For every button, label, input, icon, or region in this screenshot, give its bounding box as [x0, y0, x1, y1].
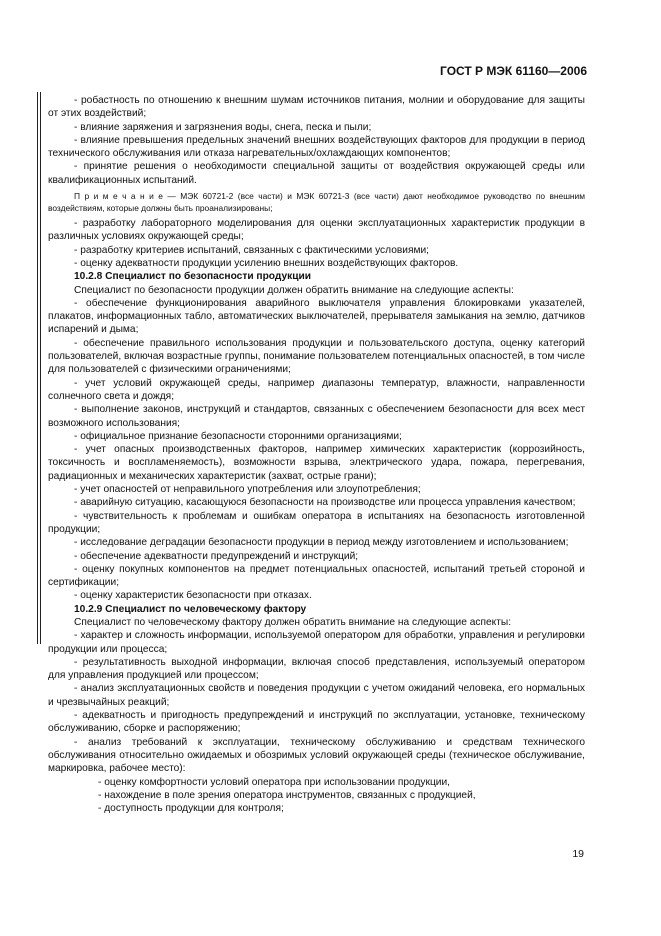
paragraph: - официальное признание безопасности сторонними организациями; — [74, 430, 402, 442]
sub-item: - оценку комфортности условий оператора при использовании продукции, — [98, 776, 451, 788]
paragraph: - исследование деградации безопасности продукции в период между изготовлением и использованием; — [74, 537, 569, 549]
sub-item: - доступность продукции для контроля; — [98, 803, 284, 815]
paragraph: - оценку характеристик безопасности при отказах. — [74, 590, 312, 602]
paragraph: - обеспечение правильного использования продукции и пользовательского доступа, оценку категорий пользователей, включая возрастные группы, понимание пользователем потенциальных опасностей, в том числе для пользователей с физическими ограничениями; — [48, 337, 585, 376]
note: П р и м е ч а н и е — МЭК 60721-2 (все части) и МЭК 60721-3 (все части) дают необходимое руководство по внешним воздействиям, которые должны быть проанализированы; — [48, 191, 585, 214]
standard-designation: ГОСТ Р МЭК 61160—2006 — [440, 64, 587, 78]
paragraph: - принятие решения о необходимости специальной защиты от воздействия окружающей среды или квалификационных испытаний. — [48, 161, 585, 186]
paragraph: - результативность выходной информации, включая способ представления, используемый оператором для управления продукцией или процессом; — [48, 656, 585, 682]
paragraph: - обеспечение адекватности предупреждений и инструкций; — [74, 550, 359, 562]
paragraph: - аварийную ситуацию, касающуюся безопасности на производстве или процесса управления качеством; — [74, 497, 576, 509]
paragraph: - адекватность и пригодность предупреждений и инструкций по эксплуатации, установке, техническому обслуживанию, сборке и распоряжению; — [48, 710, 585, 735]
paragraph: - чувствительность к проблемам и ошибкам оператора в испытаниях на безопасность изготовленной продукции; — [48, 510, 585, 535]
paragraph: - оценку адекватности продукции усилению внешних воздействующих факторов. — [74, 257, 459, 269]
paragraph: - учет условий окружающей среды, например диапазоны температур, влажности, направленности солнечного света и дождя; — [48, 377, 585, 402]
sub-item: - нахождение в поле зрения оператора инструментов, связанных с продукцией, — [98, 789, 476, 801]
paragraph: - влияние заряжения и загрязнения воды, снега, песка и пыли; — [74, 121, 372, 133]
section-heading-10-2-8: 10.2.8 Специалист по безопасности продукции — [74, 271, 312, 283]
change-bar — [37, 92, 41, 644]
document-body — [48, 94, 585, 815]
paragraph: Специалист по человеческому фактору должен обратить внимание на следующие аспекты: — [74, 616, 512, 628]
paragraph: - характер и сложность информации, используемой оператором для обработки, управления и регулировки продукции или процесса; — [48, 630, 585, 655]
page-number: 19 — [572, 848, 584, 860]
paragraph: - разработку лабораторного моделирования для оценки эксплуатационных характеристик продукции в различных условиях окружающей среды; — [48, 218, 585, 243]
paragraph: - обеспечение функционирования аварийного выключателя управления блокировками указателей, плакатов, информационных табло, автоматических выключателей, прерывателя замыкания на землю, датчиков испарений и дыма; — [48, 297, 585, 336]
paragraph: - оценку покупных компонентов на предмет потенциальных опасностей, испытаний третьей стороной и сертификации; — [48, 563, 585, 589]
paragraph: - робастность по отношению к внешним шумам источников питания, молнии и оборудование для защиты от этих воздействий; — [48, 95, 585, 120]
section-heading-10-2-9: 10.2.9 Специалист по человеческому фактору — [74, 603, 307, 615]
paragraph: - выполнение законов, инструкций и стандартов, связанных с обеспечением безопасности для всех мест возможного использования; — [48, 404, 585, 429]
paragraph: - влияние превышения предельных значений внешних воздействующих факторов для продукции в период технического обслуживания или отказа нагревательных/охлаждающих компонентов; — [48, 134, 585, 160]
paragraph: - анализ эксплуатационных свойств и поведения продукции с учетом ожиданий человека, его нормальных и чрезвычайных реакций; — [48, 683, 585, 708]
paragraph: - учет опасностей от неправильного употребления или злоупотребления; — [74, 484, 421, 496]
paragraph: Специалист по безопасности продукции должен обратить внимание на следующие аспекты: — [74, 284, 514, 296]
paragraph: - учет опасных производственных факторов, например химических характеристик (коррозийность, токсичность и воспламеняемость), возможности взрыва, электрического удара, пожара, перегревания, радиационных и механических характеристик (захват, острые грани); — [48, 444, 585, 482]
paragraph: - анализ требований к эксплуатации, техническому обслуживанию и средствам технического обслуживания относительно ожидаемых и обозримых условий окружающей среды (техническое обслуживание, маркировка, рабочее место): — [48, 736, 585, 775]
paragraph: - разработку критериев испытаний, связанных с фактическими условиями; — [74, 244, 430, 256]
